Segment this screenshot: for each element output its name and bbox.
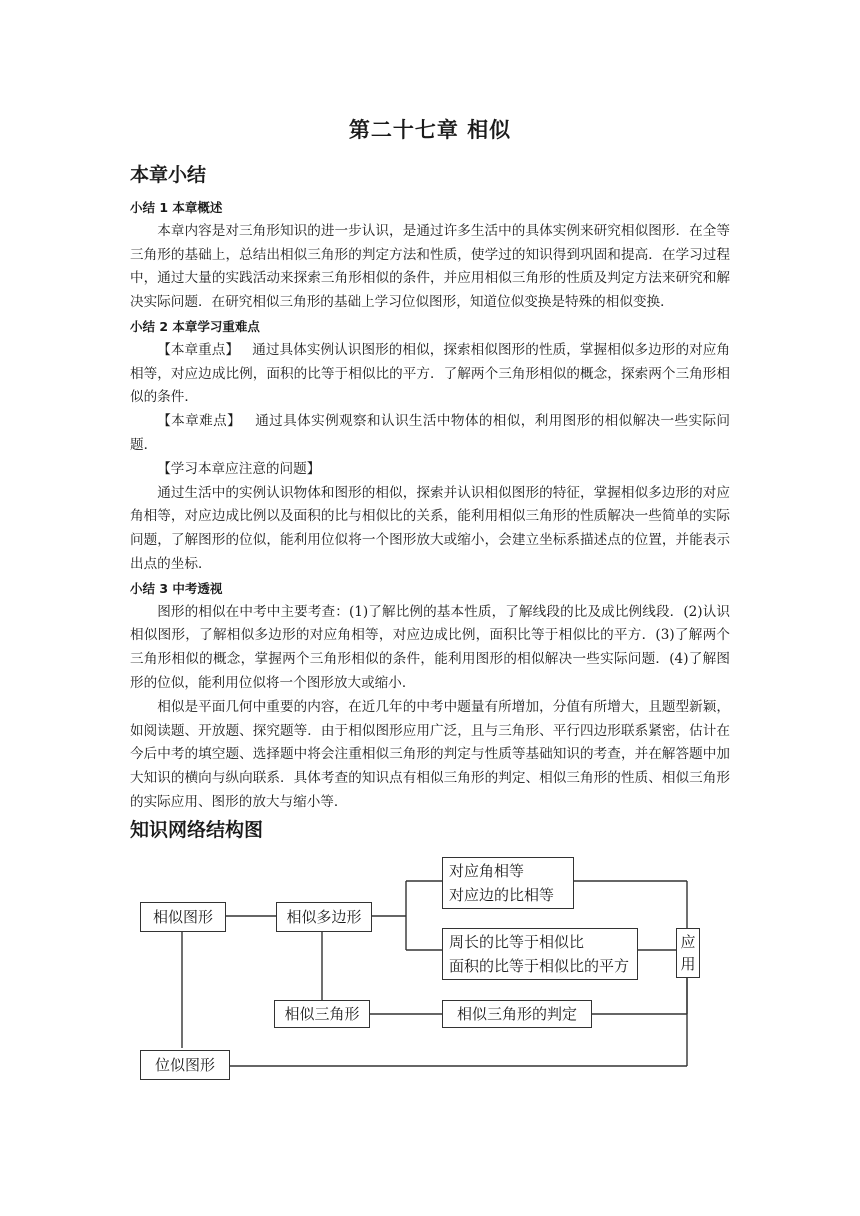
subsection-1-text: 本章内容是对三角形知识的进一步认识，是通过许多生活中的具体实例来研究相似图形．在全等三角形的基础上，总结出相似三角形的判定方法和性质，使学过的知识得到巩固和提高．在学习过程中，通过大量的实践活动来探索三角形相似的条件，并应用相似三角形的性质及判定方法来研究和解决实际问题．在研究相似三角形的基础上学习位似图形，知道位似变换是特殊的相似变换． — [130, 222, 730, 311]
section-heading-summary: 本章小结 — [130, 164, 207, 186]
box-angles-sides — [442, 857, 574, 909]
box-homothetic-figures: 位似图形 — [140, 1050, 230, 1080]
exam-text-1: 图形的相似在中考中主要考查：(1)了解比例的基本性质，了解线段的比及成比例线段．(2)认识相似图形，了解相似多边形的对应角相等，对应边成比例，面积比等于相似比的平方．(3)了解两个三角形相似的概念，掌握两个三角形相似的条件，能利用图形的相似解决一些实际问题．(4)了解图形的位似，能利用位似将一个图形放大或缩小． — [130, 603, 730, 691]
box-similar-polygons: 相似多边形 — [276, 902, 372, 932]
box-similar-figures: 相似图形 — [140, 902, 226, 932]
angles-line-2: 对应边的比相等 — [449, 886, 555, 904]
box-triangle-criteria: 相似三角形的判定 — [442, 1000, 592, 1028]
difficult-points-paragraph — [130, 410, 730, 458]
subsection-2-heading: 小结 2 本章学习重难点 — [130, 318, 260, 334]
notes-tag: 【学习本章应注意的问题】 — [157, 460, 321, 477]
box-application — [676, 928, 700, 978]
exam-text-2: 相似是平面几何中重要的内容，在近几年的中考中题量有所增加，分值有所增大，且题型新颖，如阅读题、开放题、探究题等．由于相似图形应用广泛，且与三角形、平行四边形联系紧密，估计在今后中考的填空题、选择题中将会注重相似三角形的判定与性质等基础知识的考查，并在解答题中加大知识的横向与纵向联系．具体考查的知识点有相似三角形的判定、相似三角形的性质、相似三角形的实际应用、图形的放大与缩小等． — [130, 698, 730, 810]
ratio-line-1: 周长的比等于相似比 — [449, 933, 585, 951]
box-perimeter-area — [442, 928, 638, 980]
key-points-tag: 【本章重点】 — [157, 341, 240, 358]
application-char-2: 用 — [680, 955, 696, 973]
notes-text: 通过生活中的实例认识物体和图形的相似，探索并认识相似图形的特征，掌握相似多边形的对应角相等，对应边成比例以及面积的比与相似比的关系，能利用相似三角形的性质解决一些简单的实际问题，了解图形的位似，能利用位似将一个图形放大或缩小，会建立坐标系描述点的位置，并能表示出点的坐标． — [130, 484, 730, 572]
section-heading-network: 知识网络结构图 — [130, 819, 264, 841]
summary-body — [130, 196, 730, 815]
box-similar-triangles: 相似三角形 — [274, 1000, 370, 1028]
key-points-text: 通过具体实例认识图形的相似，探索相似图形的性质，掌握相似多边形的对应角相等，对应边成比例，面积的比等于相似比的平方．了解两个三角形相似的概念，探索两个三角形相似的条件． — [130, 341, 731, 406]
chapter-title: 第二十七章 相似 — [348, 118, 512, 142]
difficult-points-text: 通过具体实例观察和认识生活中物体的相似，利用图形的相似解决一些实际问题． — [130, 413, 731, 453]
angles-line-1: 对应角相等 — [449, 862, 525, 880]
key-points-paragraph — [130, 339, 730, 410]
subsection-1-heading: 小结 1 本章概述 — [130, 200, 223, 215]
application-char-1: 应 — [680, 933, 696, 951]
subsection-3-heading: 小结 3 中考透视 — [130, 580, 223, 596]
ratio-line-2: 面积的比等于相似比的平方 — [449, 957, 630, 975]
difficult-points-tag: 【本章难点】 — [157, 413, 242, 430]
